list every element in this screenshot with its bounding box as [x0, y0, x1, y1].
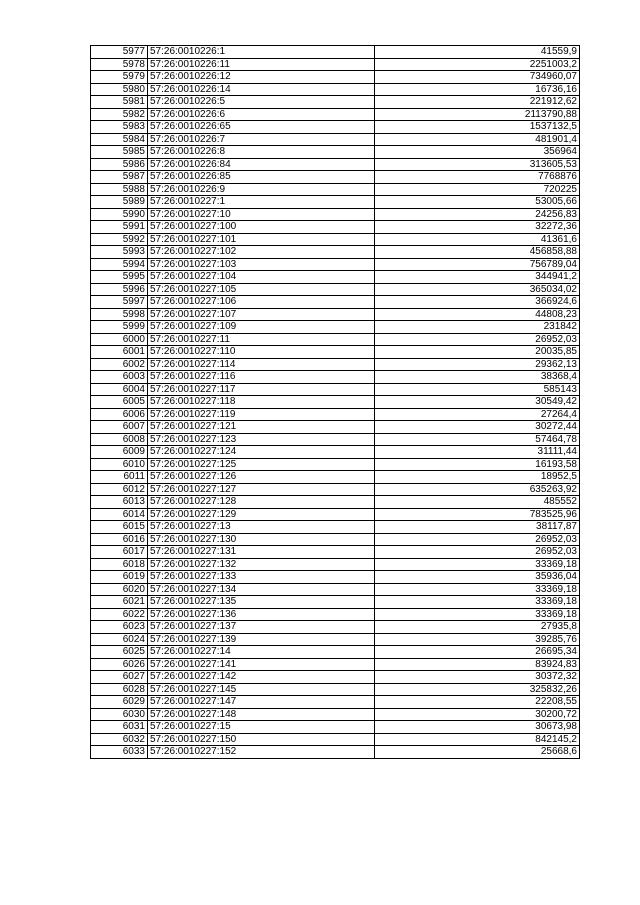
cadastral-value-cell: 33369,18	[375, 558, 580, 571]
cadastral-number-cell: 57:26:0010227:117	[148, 383, 375, 396]
row-number-cell: 6027	[91, 671, 148, 684]
row-number-cell: 5981	[91, 96, 148, 109]
row-number-cell: 6011	[91, 471, 148, 484]
cadastral-number-cell: 57:26:0010227:11	[148, 333, 375, 346]
row-number-cell: 6001	[91, 346, 148, 359]
cadastral-number-cell: 57:26:0010226:85	[148, 171, 375, 184]
cadastral-value-cell: 635263,92	[375, 483, 580, 496]
cadastral-number-cell: 57:26:0010227:150	[148, 733, 375, 746]
table-row	[91, 171, 580, 184]
table-row	[91, 721, 580, 734]
row-number-cell: 5996	[91, 283, 148, 296]
row-number-cell: 5978	[91, 58, 148, 71]
cadastral-number-cell: 57:26:0010227:145	[148, 683, 375, 696]
cadastral-value-cell: 2113790,88	[375, 108, 580, 121]
table-row	[91, 508, 580, 521]
table-row	[91, 596, 580, 609]
row-number-cell: 6021	[91, 596, 148, 609]
row-number-cell: 6018	[91, 558, 148, 571]
table-row	[91, 308, 580, 321]
table-row	[91, 658, 580, 671]
cadastral-value-cell: 83924,83	[375, 658, 580, 671]
cadastral-value-cell: 344941,2	[375, 271, 580, 284]
row-number-cell: 5991	[91, 221, 148, 234]
cadastral-number-cell: 57:26:0010227:121	[148, 421, 375, 434]
table-row	[91, 546, 580, 559]
cadastral-number-cell: 57:26:0010227:116	[148, 371, 375, 384]
row-number-cell: 6016	[91, 533, 148, 546]
table-row	[91, 246, 580, 259]
cadastral-value-cell: 53005,66	[375, 196, 580, 209]
cadastral-value-cell: 41559,9	[375, 46, 580, 59]
cadastral-number-cell: 57:26:0010227:147	[148, 696, 375, 709]
cadastral-value-cell: 481901,4	[375, 133, 580, 146]
row-number-cell: 5990	[91, 208, 148, 221]
row-number-cell: 5992	[91, 233, 148, 246]
cadastral-value-cell: 35936,04	[375, 571, 580, 584]
cadastral-value-cell: 7768876	[375, 171, 580, 184]
row-number-cell: 6000	[91, 333, 148, 346]
table-row	[91, 46, 580, 59]
table-row	[91, 396, 580, 409]
row-number-cell: 6030	[91, 708, 148, 721]
cadastral-value-cell: 16193,58	[375, 458, 580, 471]
row-number-cell: 6026	[91, 658, 148, 671]
cadastral-value-cell: 783525,96	[375, 508, 580, 521]
cadastral-number-cell: 57:26:0010226:65	[148, 121, 375, 134]
cadastral-number-cell: 57:26:0010227:148	[148, 708, 375, 721]
table-row	[91, 146, 580, 159]
row-number-cell: 5993	[91, 246, 148, 259]
cadastral-number-cell: 57:26:0010227:129	[148, 508, 375, 521]
row-number-cell: 6010	[91, 458, 148, 471]
table-row	[91, 233, 580, 246]
cadastral-value-cell: 26952,03	[375, 333, 580, 346]
table-row	[91, 696, 580, 709]
cadastral-number-cell: 57:26:0010227:110	[148, 346, 375, 359]
row-number-cell: 5980	[91, 83, 148, 96]
table-row	[91, 358, 580, 371]
table-row	[91, 196, 580, 209]
cadastral-value-cell: 18952,5	[375, 471, 580, 484]
cadastral-number-cell: 57:26:0010226:12	[148, 71, 375, 84]
cadastral-number-cell: 57:26:0010227:13	[148, 521, 375, 534]
cadastral-number-cell: 57:26:0010226:1	[148, 46, 375, 59]
table-row	[91, 346, 580, 359]
cadastral-value-cell: 25668,6	[375, 746, 580, 759]
table-row	[91, 521, 580, 534]
cadastral-number-cell: 57:26:0010227:131	[148, 546, 375, 559]
table-row	[91, 496, 580, 509]
row-number-cell: 6012	[91, 483, 148, 496]
table-row	[91, 283, 580, 296]
table-row	[91, 471, 580, 484]
table-row	[91, 371, 580, 384]
row-number-cell: 6023	[91, 621, 148, 634]
cadastral-number-cell: 57:26:0010226:6	[148, 108, 375, 121]
cadastral-number-cell: 57:26:0010227:141	[148, 658, 375, 671]
cadastral-value-cell: 2251003,2	[375, 58, 580, 71]
cadastral-value-cell: 33369,18	[375, 608, 580, 621]
row-number-cell: 6015	[91, 521, 148, 534]
cadastral-number-cell: 57:26:0010227:104	[148, 271, 375, 284]
row-number-cell: 6017	[91, 546, 148, 559]
table-row	[91, 271, 580, 284]
cadastral-value-cell: 365034,02	[375, 283, 580, 296]
cadastral-number-cell: 57:26:0010227:139	[148, 633, 375, 646]
cadastral-value-cell: 39285,76	[375, 633, 580, 646]
cadastral-value-cell: 842145,2	[375, 733, 580, 746]
cadastral-number-cell: 57:26:0010227:152	[148, 746, 375, 759]
row-number-cell: 5998	[91, 308, 148, 321]
row-number-cell: 6020	[91, 583, 148, 596]
cadastral-value-cell: 32272,36	[375, 221, 580, 234]
table-row	[91, 333, 580, 346]
cadastral-number-cell: 57:26:0010227:1	[148, 196, 375, 209]
row-number-cell: 6004	[91, 383, 148, 396]
row-number-cell: 6022	[91, 608, 148, 621]
cadastral-number-cell: 57:26:0010227:107	[148, 308, 375, 321]
table-row	[91, 408, 580, 421]
cadastral-value-cell: 26952,03	[375, 533, 580, 546]
cadastral-value-cell: 38368,4	[375, 371, 580, 384]
table-row	[91, 96, 580, 109]
cadastral-number-cell: 57:26:0010226:84	[148, 158, 375, 171]
cadastral-value-cell: 20035,85	[375, 346, 580, 359]
row-number-cell: 5999	[91, 321, 148, 334]
row-number-cell: 5997	[91, 296, 148, 309]
table-row	[91, 383, 580, 396]
table-row	[91, 296, 580, 309]
row-number-cell: 5987	[91, 171, 148, 184]
cadastral-value-cell: 57464,78	[375, 433, 580, 446]
row-number-cell: 6033	[91, 746, 148, 759]
cadastral-value-cell: 313605,53	[375, 158, 580, 171]
row-number-cell: 6019	[91, 571, 148, 584]
cadastral-number-cell: 57:26:0010227:134	[148, 583, 375, 596]
row-number-cell: 6002	[91, 358, 148, 371]
cadastral-value-cell: 24256,83	[375, 208, 580, 221]
cadastral-number-cell: 57:26:0010227:101	[148, 233, 375, 246]
cadastral-number-cell: 57:26:0010227:133	[148, 571, 375, 584]
table-row	[91, 708, 580, 721]
row-number-cell: 6031	[91, 721, 148, 734]
cadastral-number-cell: 57:26:0010227:118	[148, 396, 375, 409]
cadastral-number-cell: 57:26:0010226:11	[148, 58, 375, 71]
row-number-cell: 6008	[91, 433, 148, 446]
cadastral-number-cell: 57:26:0010227:136	[148, 608, 375, 621]
table-row	[91, 121, 580, 134]
cadastral-value-cell: 38117,87	[375, 521, 580, 534]
cadastral-value-cell: 30673,98	[375, 721, 580, 734]
row-number-cell: 6025	[91, 646, 148, 659]
cadastral-value-cell: 22208,55	[375, 696, 580, 709]
cadastral-value-cell: 26695,34	[375, 646, 580, 659]
table-row	[91, 746, 580, 759]
table-row	[91, 321, 580, 334]
row-number-cell: 6028	[91, 683, 148, 696]
table-row	[91, 633, 580, 646]
cadastral-value-cell: 30549,42	[375, 396, 580, 409]
table-row	[91, 158, 580, 171]
cadastral-value-cell: 27264,4	[375, 408, 580, 421]
row-number-cell: 6007	[91, 421, 148, 434]
cadastral-value-cell: 30200,72	[375, 708, 580, 721]
cadastral-value-cell: 27935,8	[375, 621, 580, 634]
cadastral-value-cell: 221912,62	[375, 96, 580, 109]
row-number-cell: 6029	[91, 696, 148, 709]
row-number-cell: 5983	[91, 121, 148, 134]
cadastral-value-cell: 356964	[375, 146, 580, 159]
cadastral-number-cell: 57:26:0010227:137	[148, 621, 375, 634]
cadastral-number-cell: 57:26:0010227:109	[148, 321, 375, 334]
cadastral-value-cell: 30272,44	[375, 421, 580, 434]
table-row	[91, 621, 580, 634]
row-number-cell: 5994	[91, 258, 148, 271]
row-number-cell: 5995	[91, 271, 148, 284]
row-number-cell: 5979	[91, 71, 148, 84]
table-row	[91, 533, 580, 546]
cadastral-number-cell: 57:26:0010227:103	[148, 258, 375, 271]
cadastral-value-cell: 31111,44	[375, 446, 580, 459]
cadastral-value-cell: 231842	[375, 321, 580, 334]
cadastral-number-cell: 57:26:0010227:135	[148, 596, 375, 609]
cadastral-value-cell: 720225	[375, 183, 580, 196]
table-row	[91, 433, 580, 446]
cadastral-value-cell: 325832,26	[375, 683, 580, 696]
cadastral-value-table	[90, 45, 580, 759]
table-body	[91, 46, 580, 759]
table-row	[91, 183, 580, 196]
cadastral-number-cell: 57:26:0010227:105	[148, 283, 375, 296]
table-row	[91, 646, 580, 659]
row-number-cell: 6006	[91, 408, 148, 421]
table-row	[91, 71, 580, 84]
table-row	[91, 108, 580, 121]
cadastral-number-cell: 57:26:0010226:8	[148, 146, 375, 159]
table-row	[91, 571, 580, 584]
row-number-cell: 5989	[91, 196, 148, 209]
row-number-cell: 5985	[91, 146, 148, 159]
row-number-cell: 6003	[91, 371, 148, 384]
cadastral-value-cell: 26952,03	[375, 546, 580, 559]
cadastral-value-cell: 44808,23	[375, 308, 580, 321]
row-number-cell: 5986	[91, 158, 148, 171]
cadastral-number-cell: 57:26:0010227:126	[148, 471, 375, 484]
cadastral-number-cell: 57:26:0010227:130	[148, 533, 375, 546]
row-number-cell: 6032	[91, 733, 148, 746]
cadastral-number-cell: 57:26:0010227:114	[148, 358, 375, 371]
cadastral-value-cell: 485552	[375, 496, 580, 509]
row-number-cell: 5984	[91, 133, 148, 146]
table-row	[91, 483, 580, 496]
cadastral-value-cell: 33369,18	[375, 596, 580, 609]
cadastral-number-cell: 57:26:0010226:14	[148, 83, 375, 96]
table-row	[91, 83, 580, 96]
cadastral-value-cell: 1537132,5	[375, 121, 580, 134]
cadastral-value-cell: 734960,07	[375, 71, 580, 84]
cadastral-value-cell: 29362,13	[375, 358, 580, 371]
cadastral-value-cell: 585143	[375, 383, 580, 396]
row-number-cell: 5988	[91, 183, 148, 196]
cadastral-value-cell: 41361,6	[375, 233, 580, 246]
table-row	[91, 583, 580, 596]
cadastral-value-cell: 756789,04	[375, 258, 580, 271]
row-number-cell: 6013	[91, 496, 148, 509]
row-number-cell: 6024	[91, 633, 148, 646]
cadastral-number-cell: 57:26:0010227:100	[148, 221, 375, 234]
row-number-cell: 5977	[91, 46, 148, 59]
cadastral-number-cell: 57:26:0010227:106	[148, 296, 375, 309]
cadastral-number-cell: 57:26:0010227:123	[148, 433, 375, 446]
cadastral-number-cell: 57:26:0010227:132	[148, 558, 375, 571]
table-row	[91, 733, 580, 746]
table-row	[91, 458, 580, 471]
table-row	[91, 421, 580, 434]
cadastral-number-cell: 57:26:0010227:119	[148, 408, 375, 421]
cadastral-number-cell: 57:26:0010227:128	[148, 496, 375, 509]
cadastral-number-cell: 57:26:0010227:142	[148, 671, 375, 684]
cadastral-value-cell: 456858,88	[375, 246, 580, 259]
cadastral-number-cell: 57:26:0010227:15	[148, 721, 375, 734]
table-row	[91, 58, 580, 71]
row-number-cell: 5982	[91, 108, 148, 121]
cadastral-number-cell: 57:26:0010227:125	[148, 458, 375, 471]
row-number-cell: 6014	[91, 508, 148, 521]
table-row	[91, 608, 580, 621]
cadastral-number-cell: 57:26:0010227:10	[148, 208, 375, 221]
table-row	[91, 683, 580, 696]
cadastral-value-cell: 366924,6	[375, 296, 580, 309]
cadastral-value-cell: 33369,18	[375, 583, 580, 596]
cadastral-number-cell: 57:26:0010227:124	[148, 446, 375, 459]
cadastral-value-cell: 30372,32	[375, 671, 580, 684]
cadastral-value-cell: 16736,16	[375, 83, 580, 96]
cadastral-number-cell: 57:26:0010226:7	[148, 133, 375, 146]
cadastral-number-cell: 57:26:0010226:5	[148, 96, 375, 109]
cadastral-number-cell: 57:26:0010227:102	[148, 246, 375, 259]
table-row	[91, 221, 580, 234]
table-row	[91, 133, 580, 146]
cadastral-number-cell: 57:26:0010226:9	[148, 183, 375, 196]
table-row	[91, 671, 580, 684]
row-number-cell: 6005	[91, 396, 148, 409]
row-number-cell: 6009	[91, 446, 148, 459]
cadastral-number-cell: 57:26:0010227:14	[148, 646, 375, 659]
table-row	[91, 258, 580, 271]
table-row	[91, 446, 580, 459]
table-row	[91, 208, 580, 221]
cadastral-number-cell: 57:26:0010227:127	[148, 483, 375, 496]
table-row	[91, 558, 580, 571]
